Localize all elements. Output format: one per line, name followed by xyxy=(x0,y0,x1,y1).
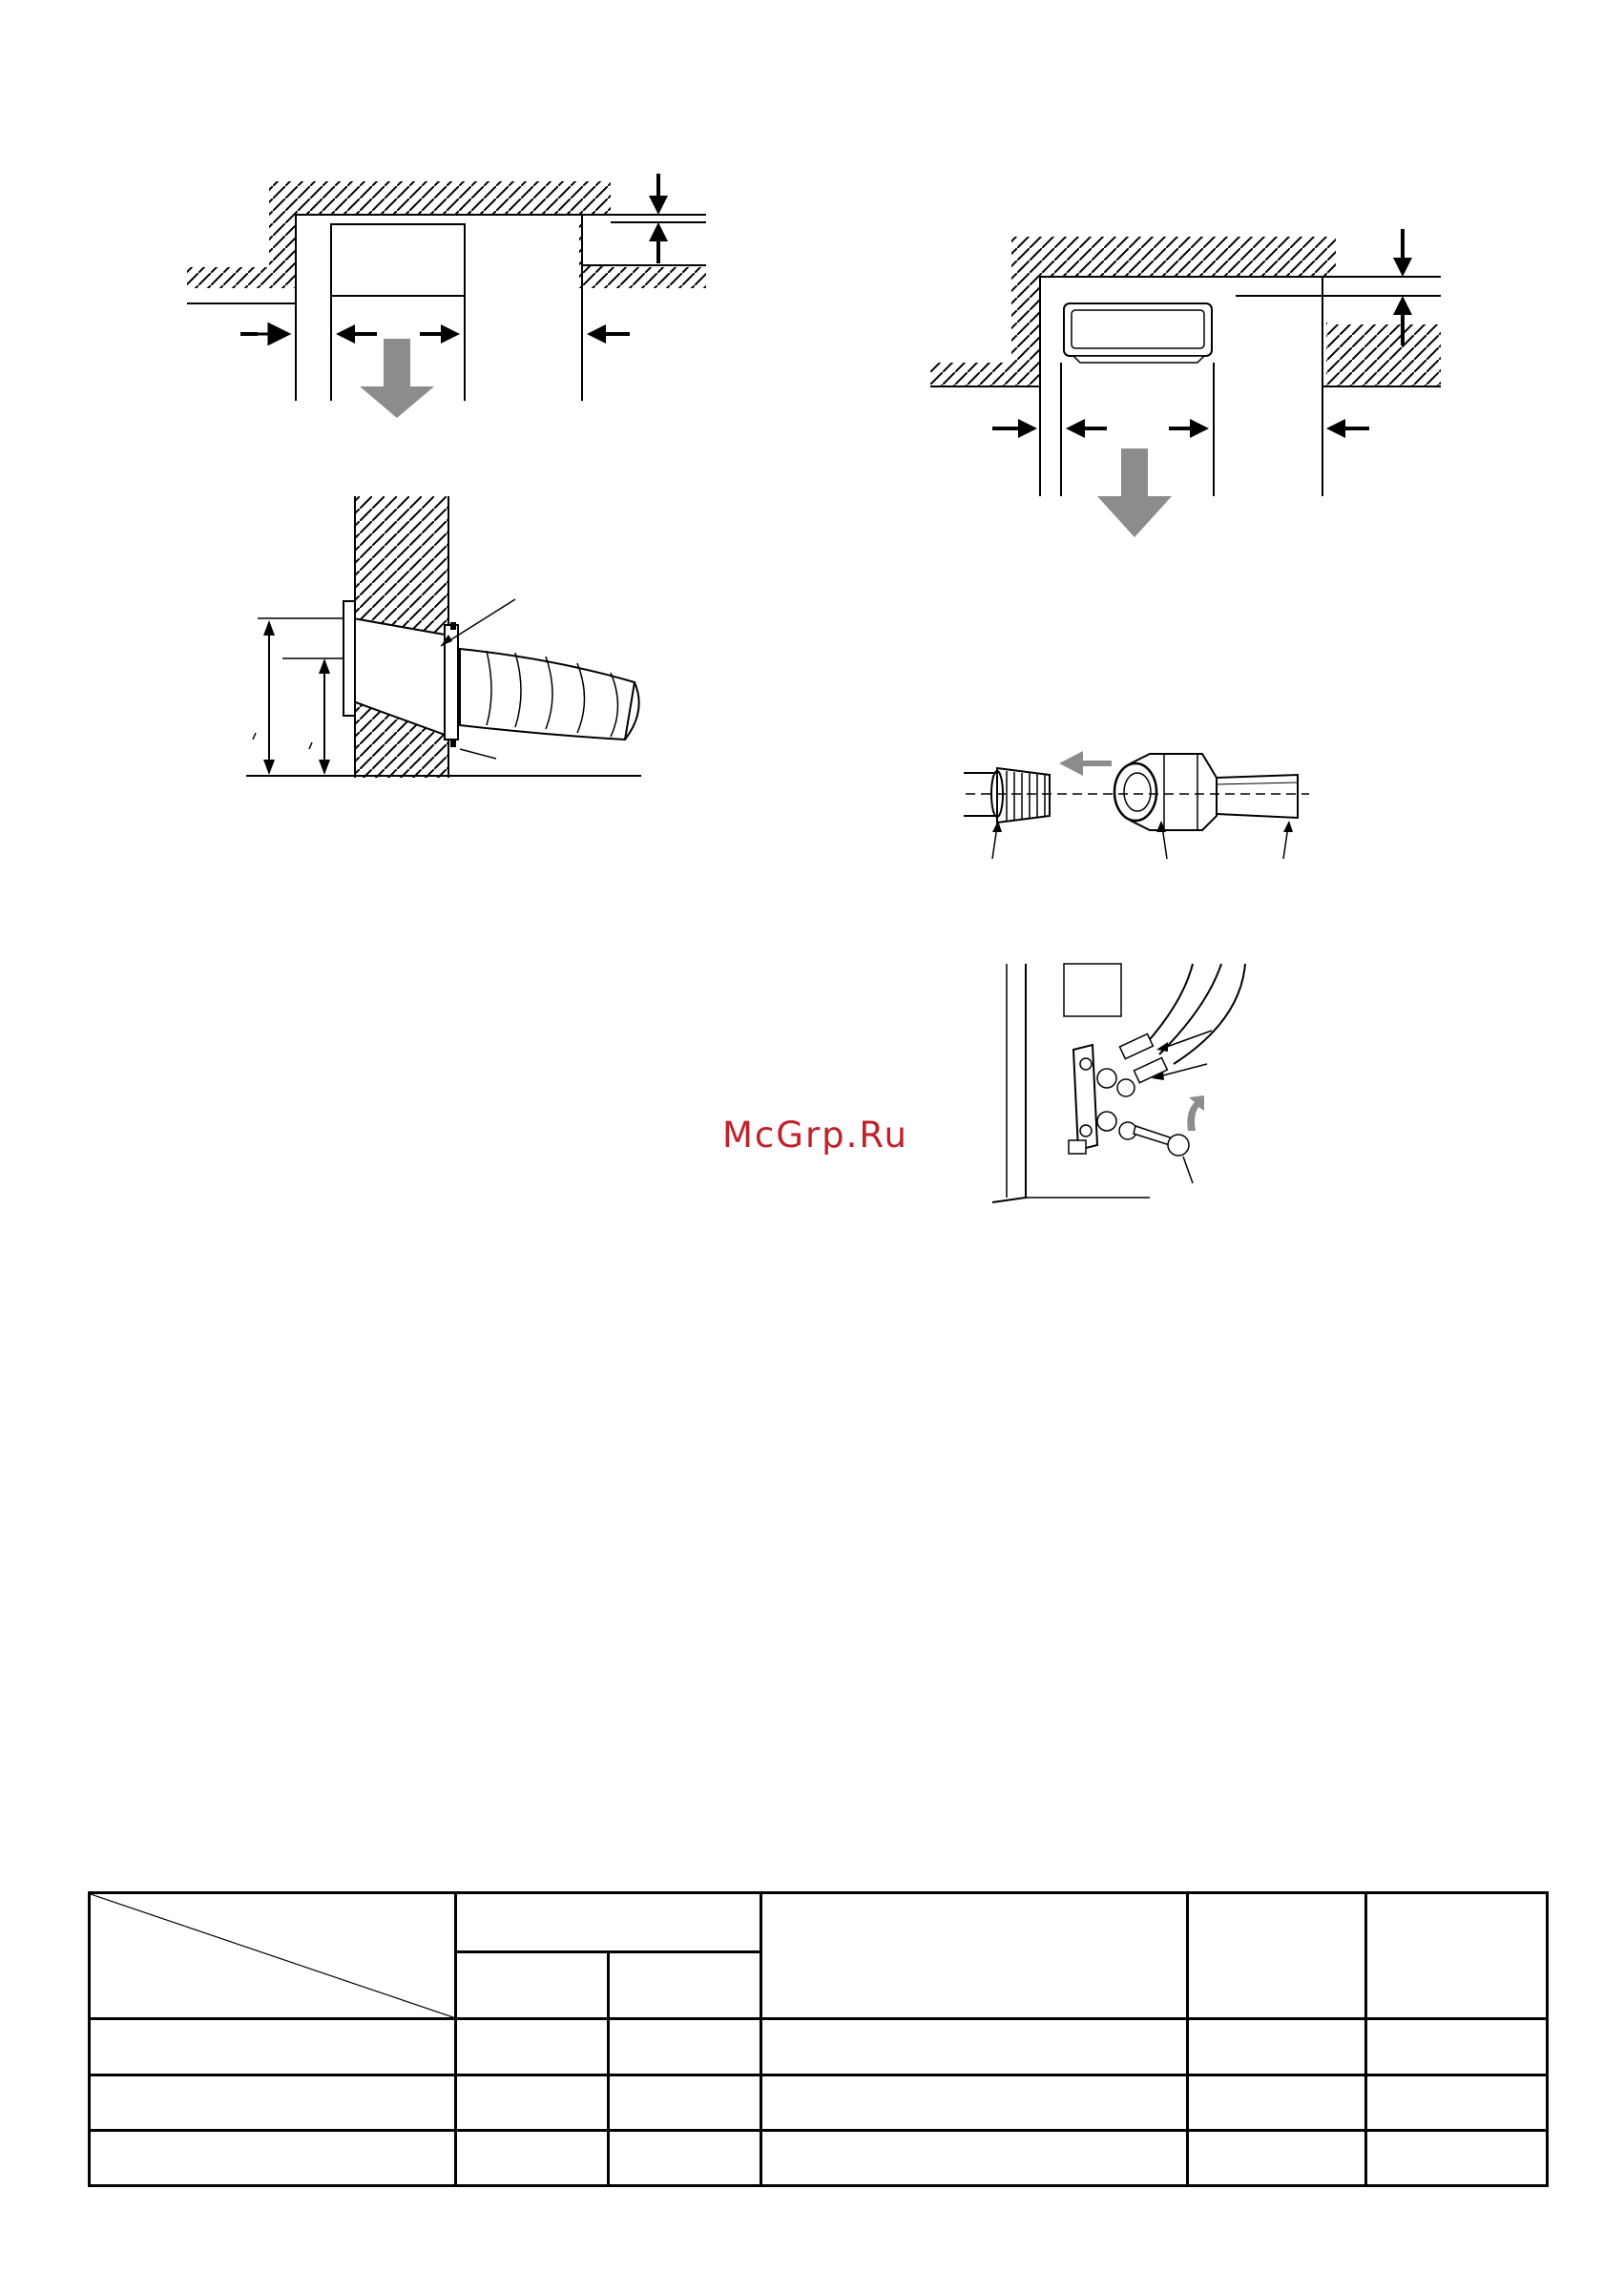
table-row xyxy=(90,2075,1548,2130)
flare-nut-connection-diagram xyxy=(959,744,1312,868)
table-cell xyxy=(1188,2075,1366,2130)
table-row xyxy=(90,2019,1548,2075)
ceiling-unit-clearance-diagram-left xyxy=(172,162,725,420)
watermark-text: McGrp.Ru xyxy=(722,1115,908,1156)
table-header-cell xyxy=(1188,1893,1366,2019)
table-header-group-cell xyxy=(456,1893,761,1952)
table-cell xyxy=(1366,2019,1548,2075)
table-cell xyxy=(609,2075,761,2130)
table-cell xyxy=(761,2075,1188,2130)
table-cell xyxy=(456,2075,609,2130)
table-cell xyxy=(761,2130,1188,2185)
table-cell xyxy=(90,2019,456,2075)
table-cell xyxy=(1188,2130,1366,2185)
specification-table xyxy=(88,1891,1549,2187)
wall-pipe-sleeve-diagram xyxy=(243,491,663,787)
table-subheader-cell xyxy=(609,1952,761,2019)
table-row xyxy=(90,2130,1548,2185)
table-cell xyxy=(90,2130,456,2185)
table-cell xyxy=(456,2019,609,2075)
table-corner-header-cell xyxy=(90,1893,456,2019)
table-cell xyxy=(1188,2019,1366,2075)
table-cell xyxy=(609,2130,761,2185)
service-valve-connection-diagram xyxy=(988,959,1245,1212)
table-cell xyxy=(456,2130,609,2185)
table-header-cell xyxy=(761,1893,1188,2019)
table-cell xyxy=(1366,2130,1548,2185)
ceiling-unit-clearance-diagram-right xyxy=(930,224,1450,539)
table-cell xyxy=(90,2075,456,2130)
table-subheader-cell xyxy=(456,1952,609,2019)
table-cell xyxy=(1366,2075,1548,2130)
table-cell xyxy=(761,2019,1188,2075)
table-header-cell xyxy=(1366,1893,1548,2019)
table-cell xyxy=(609,2019,761,2075)
diagonal-divider xyxy=(91,1894,454,2017)
